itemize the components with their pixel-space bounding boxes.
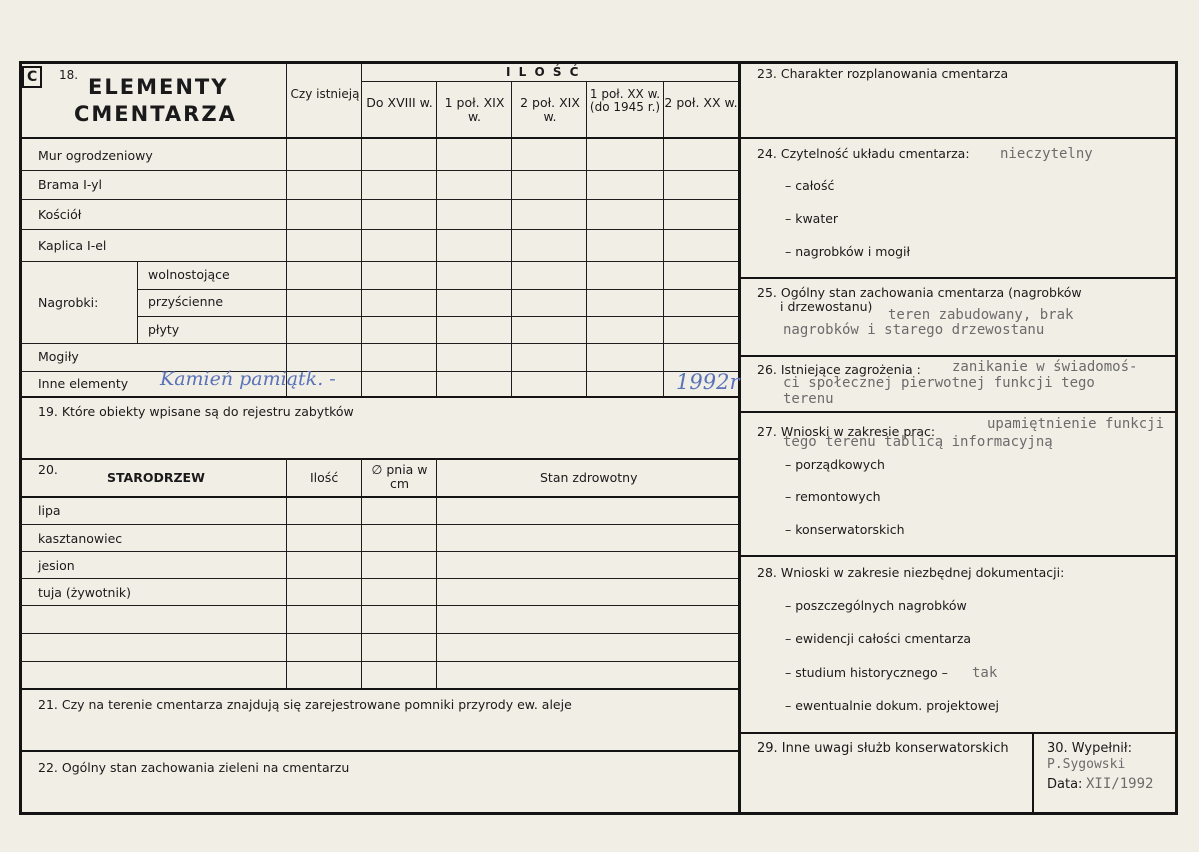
- grid-line: [436, 458, 437, 688]
- answer-26-line2: ci społecznej pierwotnej funkcji tego: [783, 375, 1095, 391]
- q28-item-projektowej: – ewentualnie dokum. projektowej: [785, 698, 1000, 713]
- answer-25-line2: nagrobków i starego drzewostanu: [783, 322, 1045, 338]
- grid-line: [20, 396, 738, 398]
- row-plyty: płyty: [148, 322, 180, 337]
- col-header-1pol-xx: 1 poł. XX w. (do 1945 r.): [589, 87, 661, 115]
- q27-item-porzadkowych: – porządkowych: [785, 457, 885, 472]
- grid-line: [286, 458, 287, 688]
- answer-26-line3: terenu: [783, 391, 834, 407]
- handwritten-year: 1992r: [676, 370, 740, 394]
- col-header-do-xviii: Do XVIII w.: [366, 95, 433, 110]
- grid-line: [137, 289, 738, 290]
- grid-line: [436, 81, 437, 396]
- col-header-ilosc-trees: Ilość: [310, 470, 339, 485]
- row-brama: Brama I-yl: [38, 177, 103, 192]
- tree-kasztanowiec: kasztanowiec: [38, 531, 123, 546]
- grid-line: [286, 64, 287, 396]
- col-header-pnia: ∅ pnia w cm: [371, 462, 428, 491]
- question-25-line1: 25. Ogólny stan zachowania cmentarza (nagrobków: [757, 285, 1082, 300]
- question-25-line2: i drzewostanu): [780, 299, 873, 314]
- tree-jesion: jesion: [38, 558, 75, 573]
- grid-line: [20, 199, 738, 200]
- answer-27-line2: tego terenu tablicą informacyjną: [783, 434, 1053, 450]
- grid-line: [20, 605, 738, 606]
- handwritten-inne-elementy: Kamień pamiątk. -: [160, 368, 336, 390]
- grid-line: [361, 458, 362, 688]
- section-c-letter: C: [27, 69, 38, 85]
- q27-item-remontowych: – remontowych: [785, 489, 881, 504]
- q28-item-nagrobkow: – poszczególnych nagrobków: [785, 598, 967, 613]
- question-22: 22. Ogólny stan zachowania zieleni na cmentarzu: [38, 760, 350, 775]
- grid-line: [740, 411, 1176, 413]
- answer-26-line1: zanikanie w świadomoś-: [952, 359, 1138, 375]
- col-header-czy-istnieja: Czy istnieją: [290, 87, 360, 101]
- grid-line: [20, 229, 738, 230]
- grid-line: [20, 524, 738, 525]
- q24-item-calosc: – całość: [785, 178, 835, 193]
- question-23: 23. Charakter rozplanowania cmentarza: [757, 66, 1009, 81]
- question-30: 30. Wypełnił:: [1047, 741, 1132, 756]
- answer-25-line1: teren zabudowany, brak: [888, 307, 1074, 323]
- grid-line: [20, 750, 738, 752]
- grid-line: [361, 64, 362, 396]
- grid-line: [20, 343, 738, 344]
- col-header-stan-zdrowotny: Stan zdrowotny: [540, 470, 638, 485]
- row-przyscienne: przyścienne: [148, 294, 224, 309]
- question-27: 27. Wnioski w zakresie prac:: [757, 424, 936, 439]
- col-header-ilosc: I L O Ś Ć: [506, 65, 581, 79]
- grid-line: [663, 81, 664, 396]
- grid-line: [740, 555, 1176, 557]
- grid-line: [740, 355, 1176, 357]
- question-24: 24. Czytelność układu cmentarza:: [757, 146, 970, 161]
- row-mogily: Mogiły: [38, 349, 79, 364]
- question-19: 19. Które obiekty wpisane są do rejestru zabytków: [38, 404, 354, 419]
- grid-line: [20, 137, 738, 139]
- question-29: 29. Inne uwagi służb konserwatorskich: [757, 741, 1009, 756]
- row-mur-ogrodzeniowy: Mur ogrodzeniowy: [38, 148, 153, 163]
- grid-line: [20, 458, 738, 460]
- answer-27-line1: upamiętnienie funkcji: [987, 416, 1165, 432]
- row-inne-elementy: Inne elementy: [38, 376, 129, 391]
- row-kosciol: Kościół: [38, 207, 82, 222]
- grid-line: [740, 732, 1176, 734]
- grid-line: [586, 81, 587, 396]
- date-value: XII/1992: [1086, 776, 1154, 792]
- grid-line: [740, 277, 1176, 279]
- question-21: 21. Czy na terenie cmentarza znajdują się zarejestrowane pomniki przyrody ew. aleje: [38, 697, 572, 712]
- grid-line: [361, 81, 738, 82]
- grid-line: [20, 688, 738, 690]
- grid-line: [137, 261, 138, 343]
- q24-item-nagrobkow: – nagrobków i mogił: [785, 244, 911, 259]
- q28-item-ewidencji: – ewidencji całości cmentarza: [785, 631, 972, 646]
- tree-tuja: tuja (żywotnik): [38, 585, 132, 600]
- col-header-2pol-xx: 2 poł. XX w.: [664, 95, 738, 110]
- section-title-line1: ELEMENTY: [88, 75, 229, 99]
- col-header-2pol-xix: 2 poł. XIX w.: [520, 95, 580, 124]
- grid-line: [137, 316, 738, 317]
- answer-28-studium: tak: [972, 665, 998, 681]
- q24-item-kwater: – kwater: [785, 211, 839, 226]
- row-kaplica: Kaplica I-el: [38, 238, 107, 253]
- tree-lipa: lipa: [38, 503, 61, 518]
- answer-24: nieczytelny: [1000, 146, 1093, 162]
- section-number-18: 18.: [59, 68, 79, 82]
- question-26: 26. Istniejące zagrożenia :: [757, 362, 921, 377]
- grid-line: [20, 371, 738, 372]
- question-28: 28. Wnioski w zakresie niezbędnej dokumentacji:: [757, 565, 1065, 580]
- q28-item-studium: – studium historycznego –: [785, 665, 948, 680]
- grid-line: [20, 170, 738, 171]
- row-nagrobki: Nagrobki:: [38, 295, 99, 310]
- row-wolnostojace: wolnostojące: [148, 267, 230, 282]
- starodrzew-title: STARODRZEW: [107, 470, 205, 485]
- filled-by-name: P.Sygowski: [1047, 757, 1126, 772]
- grid-line: [20, 261, 738, 262]
- col-header-1pol-xix: 1 poł. XIX w.: [444, 95, 505, 124]
- grid-line: [511, 81, 512, 396]
- date-label: Data:: [1047, 777, 1083, 792]
- section-number-20: 20.: [38, 462, 58, 477]
- grid-line: [1032, 732, 1034, 812]
- grid-line: [20, 578, 738, 579]
- grid-line: [740, 137, 1176, 139]
- grid-line: [20, 661, 738, 662]
- grid-line: [20, 551, 738, 552]
- section-title-line2: CMENTARZA: [74, 102, 237, 126]
- grid-line: [20, 496, 738, 498]
- grid-line: [20, 633, 738, 634]
- q27-item-konserwatorskich: – konserwatorskich: [785, 522, 905, 537]
